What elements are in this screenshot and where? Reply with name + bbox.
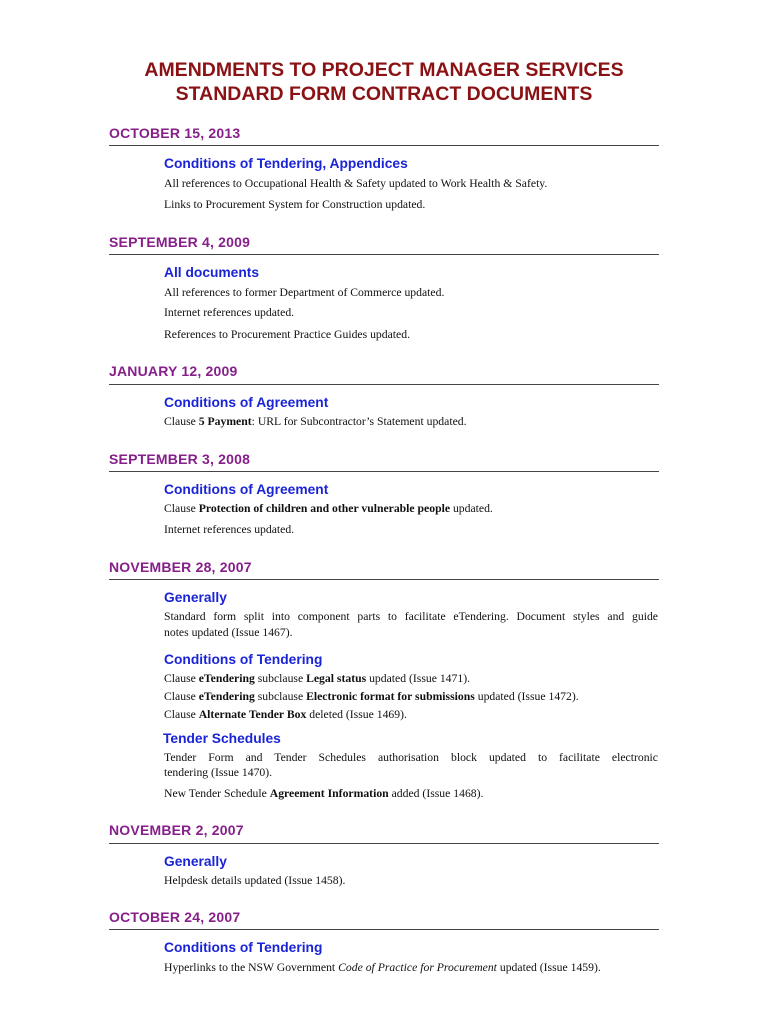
section-subheading: Conditions of Tendering, Appendices bbox=[164, 156, 408, 171]
section-divider bbox=[109, 579, 659, 580]
body-text-line: Helpdesk details updated (Issue 1458). bbox=[164, 874, 346, 887]
body-text-line: notes updated (Issue 1467). bbox=[164, 626, 293, 639]
section-subheading: Conditions of Agreement bbox=[164, 395, 329, 410]
body-text-line: Clause eTendering subclause Legal status updated (Issue 1471). bbox=[164, 672, 471, 685]
body-text-line: Tender Form and Tender Schedules authorisation block updated to facilitate electronic bbox=[164, 751, 658, 764]
section-subheading: Conditions of Tendering bbox=[164, 940, 323, 955]
body-text-line: All references to Occupational Health & Safety updated to Work Health & Safety. bbox=[164, 177, 548, 190]
title-line-1: AMENDMENTS TO PROJECT MANAGER SERVICES bbox=[144, 59, 624, 81]
section-date: SEPTEMBER 3, 2008 bbox=[109, 451, 251, 467]
body-text-line: Standard form split into component parts to facilitate eTendering. Document styles and guide bbox=[164, 610, 658, 623]
section-divider bbox=[109, 254, 659, 255]
body-text-line: Clause Alternate Tender Box deleted (Issue 1469). bbox=[164, 708, 407, 721]
section-divider bbox=[109, 843, 659, 844]
body-text-line: Clause 5 Payment: URL for Subcontractor’s Statement updated. bbox=[164, 415, 467, 428]
section-divider bbox=[109, 384, 659, 385]
body-text-line: Internet references updated. bbox=[164, 306, 295, 319]
body-text-line: Internet references updated. bbox=[164, 523, 295, 536]
section-subheading: Generally bbox=[164, 590, 227, 605]
body-text-line: Clause Protection of children and other vulnerable people updated. bbox=[164, 502, 493, 515]
section-divider bbox=[109, 929, 659, 930]
section-date: OCTOBER 15, 2013 bbox=[109, 125, 241, 141]
section-divider bbox=[109, 145, 659, 146]
section-date: OCTOBER 24, 2007 bbox=[109, 909, 241, 925]
section-subheading: All documents bbox=[164, 265, 260, 280]
body-text-line: New Tender Schedule Agreement Information added (Issue 1468). bbox=[164, 787, 484, 800]
section-subheading: Tender Schedules bbox=[163, 731, 281, 746]
body-text-line: Clause eTendering subclause Electronic format for submissions updated (Issue 1472). bbox=[164, 690, 579, 703]
body-text-line: tendering (Issue 1470). bbox=[164, 766, 273, 779]
section-date: NOVEMBER 28, 2007 bbox=[109, 559, 252, 575]
document-title bbox=[60, 58, 708, 106]
body-text-line: All references to former Department of Commerce updated. bbox=[164, 286, 445, 299]
body-text-line: Hyperlinks to the NSW Government Code of Practice for Procurement updated (Issue 1459). bbox=[164, 961, 601, 974]
body-text-line: Links to Procurement System for Construction updated. bbox=[164, 198, 426, 211]
body-text-line: References to Procurement Practice Guides updated. bbox=[164, 328, 410, 341]
section-subheading: Generally bbox=[164, 854, 227, 869]
section-subheading: Conditions of Tendering bbox=[164, 652, 323, 667]
section-date: JANUARY 12, 2009 bbox=[109, 363, 238, 379]
section-date: SEPTEMBER 4, 2009 bbox=[109, 234, 251, 250]
section-divider bbox=[109, 471, 659, 472]
title-line-2: STANDARD FORM CONTRACT DOCUMENTS bbox=[175, 83, 593, 105]
section-subheading: Conditions of Agreement bbox=[164, 482, 329, 497]
section-date: NOVEMBER 2, 2007 bbox=[109, 822, 244, 838]
